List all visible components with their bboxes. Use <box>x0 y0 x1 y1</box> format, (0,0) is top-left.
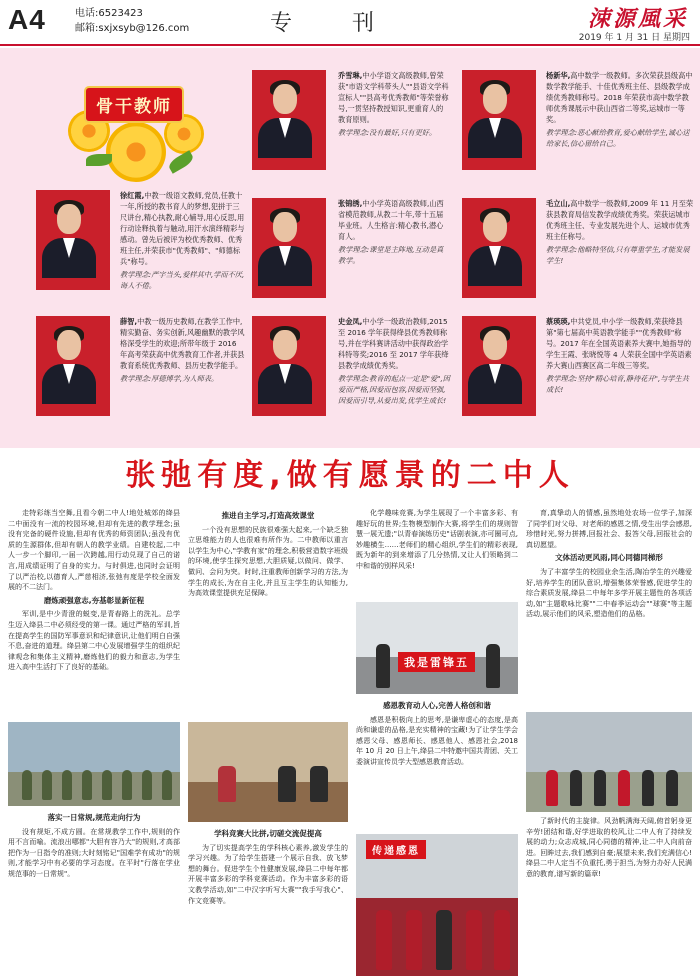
teacher-photo <box>252 316 326 416</box>
teacher-photo <box>462 198 536 298</box>
article-column-2: 推进自主学习,打造高效课堂 一个没有思想的民族很难强大起来,一个缺乏独立思维能力的人也很难有所作为。二中教师以重言以学生为中心,"学教有家"的理念,积极营造数字班级的环境,使学生探究思想,大胆质疑,以做问、做学、做问、会问为突。时时,注重教师创新学习的方法,为学生的成长,为在自主化,并且互主学生的认知能力,为高效课堂提供充足保障。 <box>188 511 348 598</box>
subheading: 感恩教育动人心,完善人格创和谐 <box>383 701 491 710</box>
article-column-4b: 了新时代的主旋律。风劲帆满海天阔,俯首躬身更辛劳!团结和谐,好学进取的校风,让二中人有了持续发展的动力;众志成城,同心同德的精神,让二中人向前奋进。回眸过去,我们感到自豪;展望未来,我们充满信心!绛县二中人定当不负重托,勇于担当,为努力办好人民满意的教育,谱写新的篇章! <box>526 817 692 878</box>
subheading: 推进自主学习,打造高效课堂 <box>221 511 315 520</box>
teacher-bio: 张锦绣,中小学英语高级教师,山西省模范教师,从教二十年,带十五届毕业班。人生格言:精心教书,潜心育人。 教学理念:课堂是主阵地,互动是真教学。 <box>338 199 444 265</box>
subheading: 磨炼顽强意志,夯基彰显新征程 <box>43 595 145 605</box>
volunteer-group-photo <box>356 602 518 694</box>
teacher-photo <box>36 190 110 290</box>
photo-banner: 我是雷锋五 <box>398 652 475 672</box>
teacher-photo <box>252 70 326 170</box>
photo-banner: 传递感恩 <box>366 840 426 859</box>
teacher-photo <box>252 198 326 298</box>
sunflower-icon <box>106 122 166 182</box>
article-column-4: 育,真挚动人的情感,虽然地处农场一位学子,加深了同学们对父母、对老师的感恩之情,受生出学会感恩,珍惜时光,努力拼搏,回报社会、报答父母,回报社会的真切愿望。 文体活动更风雨,同心同德同梯形 为了丰富学生的校园业余生活,陶冶学生的兴趣爱好,培养学生的团队意识,增强集体荣誉感,促进学生的综合素质发展,绛县二中每年多学开展主题性的各项活动,如"主题歌咏比赛""二中春季运动会""球赛"等主题活动,展示他们的风采,塑造他们的品格。 <box>526 509 692 619</box>
classroom-photo <box>188 722 348 822</box>
article-column-1b: 落实一日常规,规范走向行为 没有规矩,不成方圆。在常规教学工作中,规则的作用不言而喻。流浪出哪都"大胆有容乃大"的规则,才高部把作为一日指令的准则;大时刻铭记"国难学有成功"的规则,才能学习中有必要的学习态度。在平时"行落在学业规范事的一日常规"。 <box>8 813 180 878</box>
teacher-photo <box>462 316 536 416</box>
leaf-icon <box>167 150 196 173</box>
teacher-bio: 毛立山,高中数学一级教师,2009 年 11 月至荣获县教育局信发教学成绩优秀奖。荣获运城市优秀班主任、专业发展先进个人、运城市优秀班主任称号。 教学理念:他略特坚信,只有尊重学生,才能发展学生! <box>546 199 694 265</box>
teacher-bio: 徐红霞,中教一级语文教师,党员,任教十一年,所授的教书育人的梦想,犯拼于三尺讲台,精心执教,耐心辅导,用心反思,用行动诠释执着与触动,用汗水演绎精彩与感动。曾先后被评为校优秀教师、优秀班主任,并荣获市"优秀教师"、"师德标兵"称号。 教学理念:严字当头,爱样其中,学而不厌,诲人不倦。 <box>120 191 245 290</box>
phone: 电话:6523423 <box>75 8 143 19</box>
military-training-photo <box>8 722 180 806</box>
newspaper-brand: 涑源風采 <box>587 6 688 32</box>
backbone-teachers-section <box>0 48 700 448</box>
leaf-icon <box>86 154 112 166</box>
teacher-bio: 杨新华,高中数学一级教师。多次荣获县级高中数学教学能手、十佳优秀班主任、县级教学成绩优秀教师称号。2018 年荣获市高中数学教师优秀课展示中获山西省二等奖,运城市一等奖。 教学理念:恶心献给教育,爱心献给学生,诚心送给家长,信心留给自己。 <box>546 71 693 148</box>
badge-label: 骨干教师 <box>86 88 182 121</box>
teacher-bio: 史金凤,中小学一级政治教师,2015 至 2016 学年获得绛县优秀教师称号,并在学科赛讲活动中获得政治学科特等奖;2016 至 2017 学年获绛县教学成绩优秀奖。 教学理念:教育的起点一定是"爱",因爱而严格,因爱而包容,因爱而坚强,因爱而引导,从爱出发,优学生成长! <box>338 317 450 405</box>
gratitude-event-photo <box>356 834 518 976</box>
section-title: 专刊 <box>270 11 435 36</box>
article-headline: 张弛有度,做有愿景的二中人 <box>125 458 575 493</box>
teacher-bio: 蔡瑛瑛,中共党员,中小学一级教师,荣获绛县第"第七届高中英语教学能手""优秀教师"称号。2017 年在全国英语素养大赛中,她指导的学生王霞、张晓悦等 4 人荣获全国中学英语素养大赛山西赛区高二年级三等奖。 教学理念:坚持"精心培育,静待花开",与学生共成长! <box>546 317 692 394</box>
contact-info <box>75 6 189 36</box>
article-column-3: 化学趣味竞赛,为学生展现了一个丰富多彩、有趣好玩的世界;生物模型制作大赛,将学生们的规则智慧一展无遗;"以青春演练历史"话剧表演,亦可圈可点,妙趣横生……老师们的精心组织,学生们的精彩表现,既为新年的到来增添了几分热情,又让人们领略到二中和谐的别样风采! <box>356 509 518 570</box>
backbone-teacher-badge <box>68 70 228 210</box>
teacher-bio: 薛智,中教一级历史教师,在教学工作中,精实勤奋、务实创新,风趣幽默的教学风格深受学生的欢迎;所带年级于 2016 年高考荣获高中优秀教育工作者,并获县教育系统优秀教师、县历史教学能手。 教学理念:厚德博学,为人师表。 <box>120 317 245 383</box>
teacher-photo <box>36 316 110 416</box>
article-column-3b: 感恩教育动人心,完善人格创和谐 感恩是积极向上的思考,是谦卑虚心的态度,是高尚和谦虚的品格,是充实精神的宝藏!为了让学生学会感恩父母、感恩师长、感恩他人、感恩社会,2018 年 10 月 20 日上午,绛县二中特邀中国共青团、关工委演讲宣传员学大型感恩教育活动。 <box>356 701 518 766</box>
subheading: 学科竞赛大比拼,切磋交流促提高 <box>214 829 322 838</box>
email: 邮箱:sxjxsyb@126.com <box>75 23 190 34</box>
issue-date: 2019 年 1 月 31 日 星期四 <box>578 33 690 43</box>
page-number: A4 <box>8 4 46 35</box>
teacher-photo <box>462 70 536 170</box>
subheading: 落实一日常规,规范走向行为 <box>47 813 141 822</box>
sports-event-photo <box>526 712 692 812</box>
teacher-bio: 乔雪琳,中小学语文高级教师,曾荣获"市语文学科带头人""县语文学科宣标人""县高考优秀教师"等荣誉称号,一贯坚持教授知识,更重育人的教育原则。 教学理念:没有最好,只有更好。 <box>338 71 449 137</box>
article-column-1: 走特彩练当空舞,且看今朝二中人!地处城郊的绛县二中面没有一流的校园环境,但却有先进的教学理念;虽没有完备的硬件设施,但却有优秀的师资团队;虽没有优质的生源群体,但却有朝人的教学业绩。自建校起,二中人一步一个脚印,一届一次跨越,用行动兑现了自己的诺言,用成绩证明了自身的实力。与时俱进,也同时会证明了以严治校,以德育人,严慈相济,张弛有度是学校全面发展的不二法门。 磨炼顽强意志,夯基彰显新征程 军训,是中少青澄的蜕变,是青春路上的洗礼。总学生迈入绛县二中必须经受的第一课。通过严格的军训,旨在提高学生的国防军事意识和纪律意识,让他们明白自强不息,奋进的道理。绛县第二中心发展增强学生的组织纪律观念和集体主义精神,磨炼他们的毅力和意志,为学生进入高中生活打下了良好的基础。 <box>8 509 180 672</box>
article-column-2b: 学科竞赛大比拼,切磋交流促提高 为了切实提高学生的学科核心素养,激发学生的学习兴趣。为了给学生搭建一个展示自我、放飞梦想的舞台。促进学生个性健康发展,绛县二中每年都开展丰富多彩的学科竞赛活动。作为丰富多彩的语文教学活动,如"二中汉字听写大赛""我手写我心"、作文竞赛等。 <box>188 829 348 905</box>
page-header <box>0 0 700 46</box>
subheading: 文体活动更风雨,同心同德同梯形 <box>555 553 663 563</box>
